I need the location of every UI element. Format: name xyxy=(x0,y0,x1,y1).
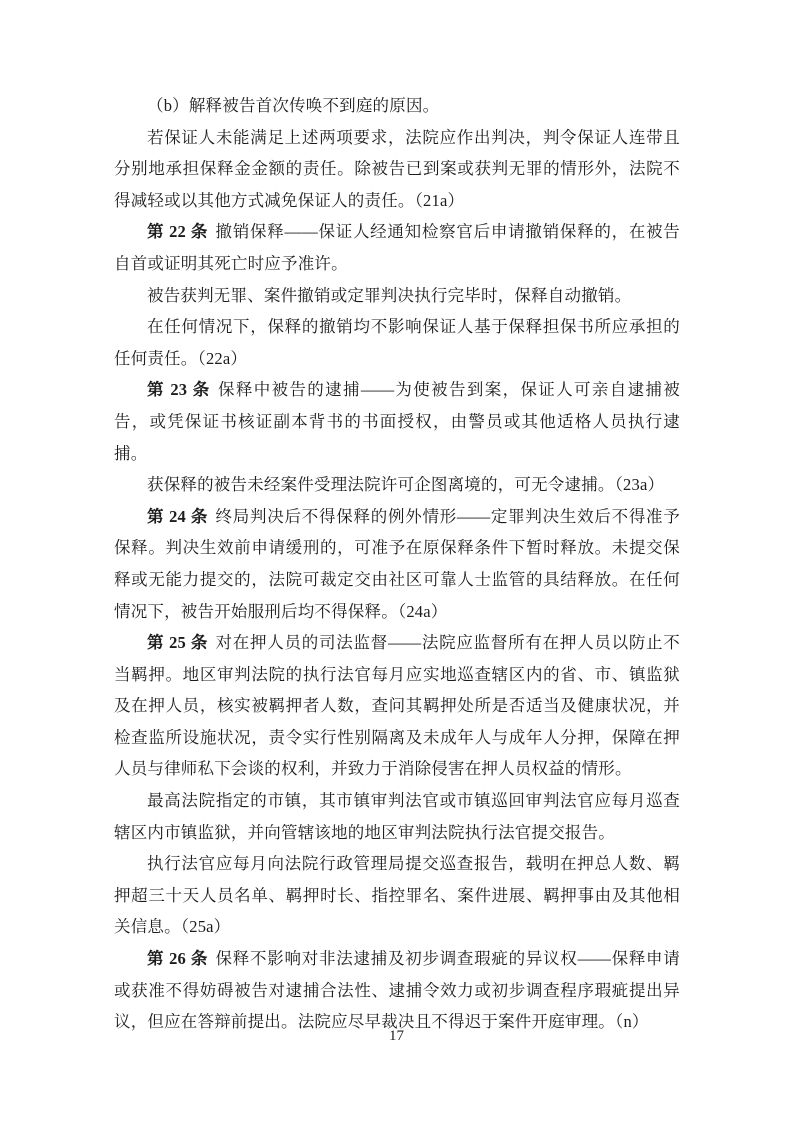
paragraph xyxy=(114,374,680,469)
paragraph xyxy=(114,943,680,1038)
document-body xyxy=(114,90,680,1038)
paragraph xyxy=(114,216,680,279)
paragraph xyxy=(114,785,680,848)
paragraph-text: 在任何情况下，保释的撤销均不影响保证人基于保释担保书所应承担的任何责任。（22a） xyxy=(114,317,680,368)
paragraph xyxy=(114,848,680,943)
paragraph-text: 对在押人员的司法监督——法院应监督所有在押人员以防止不当羁押。地区审判法院的执行法官每月应实地巡查辖区内的省、市、镇监狱及在押人员，核实被羁押者人数，查问其羁押处所是否适当及健康状况，并检查监所设施状况，责令实行性别隔离及未成年人与成年人分押，保障在押人员与律师私下会谈的权利，并致力于消除侵害在押人员权益的情形。 xyxy=(114,633,680,779)
paragraph xyxy=(114,122,680,217)
article-number: 第 24 条 xyxy=(147,506,209,526)
paragraph-text: 保释中被告的逮捕——为使被告到案，保证人可亲自逮捕被告，或凭保证书核证副本背书的书面授权，由警员或其他适格人员执行逮捕。 xyxy=(114,380,681,463)
paragraph-text: 保释不影响对非法逮捕及初步调查瑕疵的异议权——保释申请或获准不得妨碍被告对逮捕合法性、逮捕令效力或初步调查程序瑕疵提出异议，但应在答辩前提出。法院应尽早裁决且不得迟于案件开庭审理。（n） xyxy=(114,949,680,1032)
paragraph xyxy=(114,469,680,501)
paragraph xyxy=(114,501,680,627)
paragraph-text: 被告获判无罪、案件撤销或定罪判决执行完毕时，保释自动撤销。 xyxy=(147,285,632,305)
paragraph xyxy=(114,90,680,122)
paragraph-text: （b）解释被告首次传唤不到庭的原因。 xyxy=(147,96,440,115)
paragraph-text: 获保释的被告未经案件受理法院许可企图离境的，可无令逮捕。（23a） xyxy=(147,475,665,495)
paragraph-text: 若保证人未能满足上述两项要求，法院应作出判决，判令保证人连带且分别地承担保释金金额的责任。除被告已到案或获判无罪的情形外，法院不得减轻或以其他方式减免保证人的责任。（21a） xyxy=(114,127,680,210)
paragraph xyxy=(114,311,680,374)
article-number: 第 22 条 xyxy=(147,222,209,242)
article-number: 第 26 条 xyxy=(147,949,209,969)
article-number: 第 25 条 xyxy=(147,633,209,653)
article-number: 第 23 条 xyxy=(147,380,211,400)
paragraph-text: 最高法院指定的市镇，其市镇审判法官或市镇巡回审判法官应每月巡查辖区内市镇监狱，并向管辖该地的地区审判法院执行法官提交报告。 xyxy=(114,791,680,842)
paragraph xyxy=(114,280,680,312)
paragraph-text: 执行法官应每月向法院行政管理局提交巡查报告，载明在押总人数、羁押超三十天人员名单、羁押时长、指控罪名、案件进展、羁押事由及其他相关信息。（25a） xyxy=(114,854,680,937)
page-number: 17 xyxy=(389,1028,404,1044)
paragraph-text: 撤销保释——保证人经通知检察官后申请撤销保释的，在被告自首或证明其死亡时应予准许。 xyxy=(114,222,680,273)
paragraph-text: 终局判决后不得保释的例外情形——定罪判决生效后不得准予保释。判决生效前申请缓刑的，可准予在原保释条件下暂时释放。未提交保释或无能力提交的，法院可裁定交由社区可靠人士监管的具结释放。在任何情况下，被告开始服刑后均不得保释。（24a） xyxy=(114,506,680,621)
paragraph xyxy=(114,627,680,785)
